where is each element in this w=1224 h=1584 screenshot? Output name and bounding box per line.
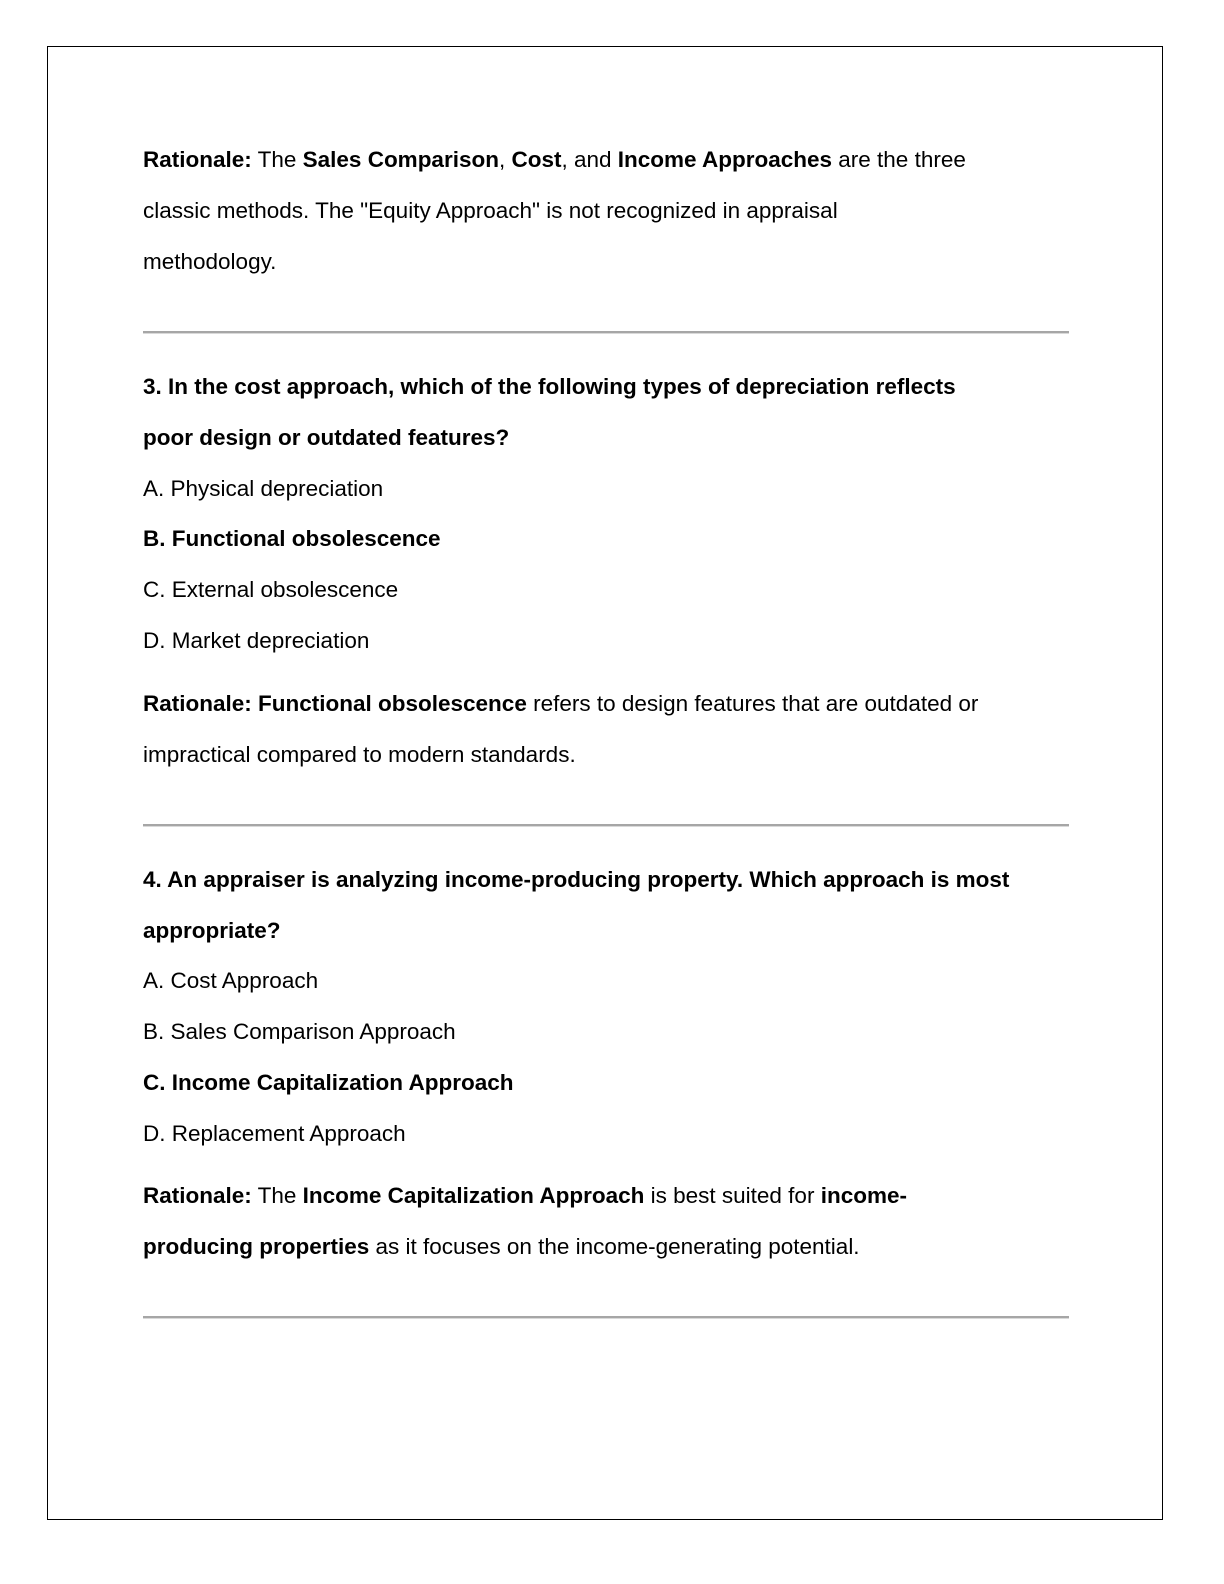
bold-text-run: Rationale: Functional obsolescence (143, 691, 527, 716)
question-3-line1: 3. In the cost approach, which of the following types of depreciation reflects (143, 374, 956, 399)
text-run: is best suited for (644, 1183, 821, 1208)
bold-text-run: Income Approaches (617, 147, 833, 172)
question-4-option-d: D. Replacement Approach (143, 1121, 406, 1146)
rationale-q4-line2 (143, 1232, 860, 1262)
bold-text-run: producing properties (143, 1234, 370, 1259)
question-4-option-c: C. Income Capitalization Approach (143, 1070, 514, 1095)
text-run: , (498, 147, 512, 172)
question-3-option-c: C. External obsolescence (143, 577, 399, 602)
question-4-line1: 4. An appraiser is analyzing income-producing property. Which approach is most (143, 867, 1010, 892)
bold-text-run: income- (820, 1183, 907, 1208)
text-run: refers to design features that are outdated or (526, 691, 979, 716)
bold-text-run: Rationale: (143, 1183, 252, 1208)
rationale-q2-line2: classic methods. The "Equity Approach" is not recognized in appraisal (143, 198, 838, 223)
rationale-q3-line2: impractical compared to modern standards. (143, 742, 576, 767)
question-3-option-b: B. Functional obsolescence (143, 526, 441, 551)
bold-text-run: Rationale: (143, 147, 252, 172)
question-4-option-a: A. Cost Approach (143, 968, 319, 993)
question-3-option-d: D. Market depreciation (143, 628, 370, 653)
text-run: The (251, 1183, 303, 1208)
divider-3 (143, 1316, 1069, 1319)
rationale-q4-line1 (143, 1181, 907, 1211)
rationale-q3-line1 (143, 689, 978, 719)
question-3-option-a: A. Physical depreciation (143, 476, 384, 501)
bold-text-run: Income Capitalization Approach (302, 1183, 645, 1208)
divider-2 (143, 824, 1069, 827)
question-3-line2: poor design or outdated features? (143, 425, 510, 450)
text-run: The (251, 147, 303, 172)
bold-text-run: Cost (511, 147, 562, 172)
divider-1 (143, 331, 1069, 334)
text-run: are the three (832, 147, 966, 172)
rationale-q2-line1 (143, 145, 966, 175)
question-4-option-b: B. Sales Comparison Approach (143, 1019, 456, 1044)
rationale-q2-line3: methodology. (143, 249, 277, 274)
bold-text-run: Sales Comparison (302, 147, 499, 172)
text-run: as it focuses on the income-generating potential. (369, 1234, 860, 1259)
question-4-line2: appropriate? (143, 918, 281, 943)
text-run: , and (561, 147, 618, 172)
